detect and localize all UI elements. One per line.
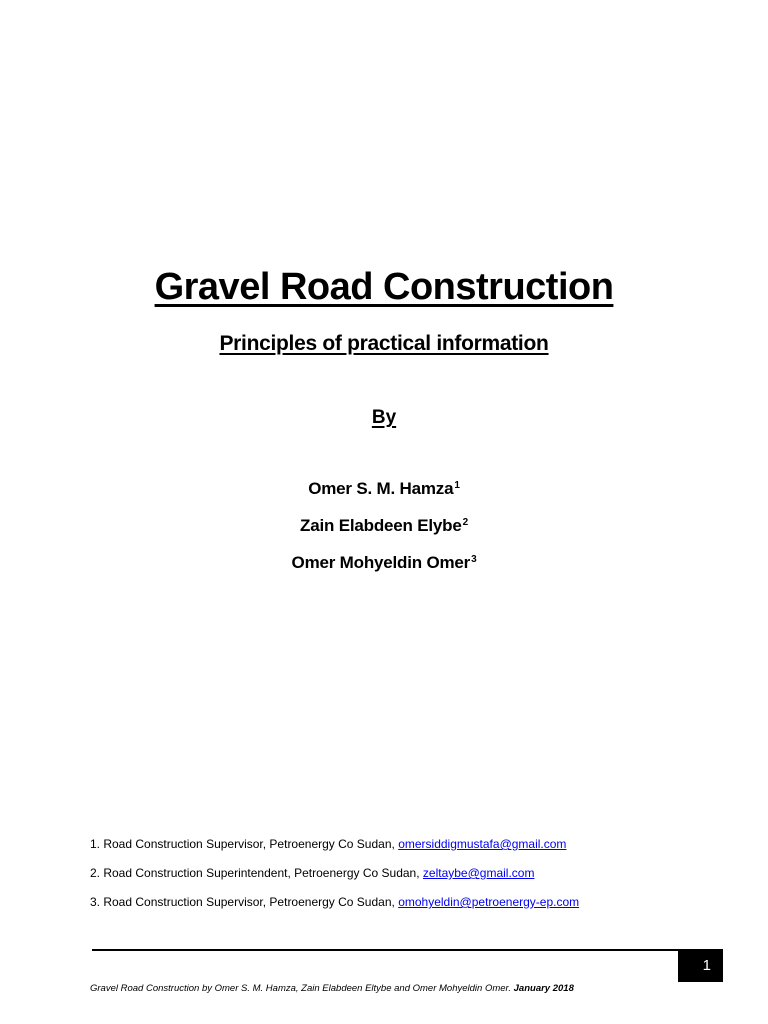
author-3: [0, 551, 768, 575]
page-number: 1: [678, 949, 723, 982]
email-link[interactable]: omohyeldin@petroenergy-ep.com: [398, 895, 580, 909]
footer-date: January 2018: [513, 983, 574, 994]
author-footnote-mark: 1: [454, 480, 460, 491]
affiliation-text: 3. Road Construction Supervisor, Petroenergy Co Sudan,: [90, 895, 399, 909]
affiliation-1: [90, 836, 566, 852]
by-label: By: [371, 407, 397, 428]
document-title: Gravel Road Construction: [154, 266, 614, 308]
affiliation-text: 1. Road Construction Supervisor, Petroenergy Co Sudan,: [90, 837, 399, 851]
affiliation-2: [90, 865, 534, 881]
affiliation-3: [90, 894, 579, 910]
footer-citation: [90, 982, 574, 996]
author-name: Omer S. M. Hamza: [308, 479, 454, 498]
author-1: [0, 477, 768, 501]
author-footnote-mark: 3: [471, 554, 477, 565]
footer-citation-text: Gravel Road Construction by Omer S. M. Hamza, Zain Elabdeen Eltybe and Omer Mohyeldin Omer.: [90, 983, 514, 994]
author-footnote-mark: 2: [462, 517, 468, 528]
email-link[interactable]: zeltaybe@gmail.com: [422, 866, 535, 880]
footer-divider: [92, 949, 678, 951]
email-link[interactable]: omersiddigmustafa@gmail.com: [398, 837, 567, 851]
author-name: Omer Mohyeldin Omer: [291, 553, 471, 572]
affiliation-text: 2. Road Construction Superintendent, Petroenergy Co Sudan,: [90, 866, 423, 880]
document-subtitle: Principles of practical information: [219, 332, 549, 355]
author-name: Zain Elabdeen Elybe: [300, 516, 462, 535]
author-2: [0, 514, 768, 538]
